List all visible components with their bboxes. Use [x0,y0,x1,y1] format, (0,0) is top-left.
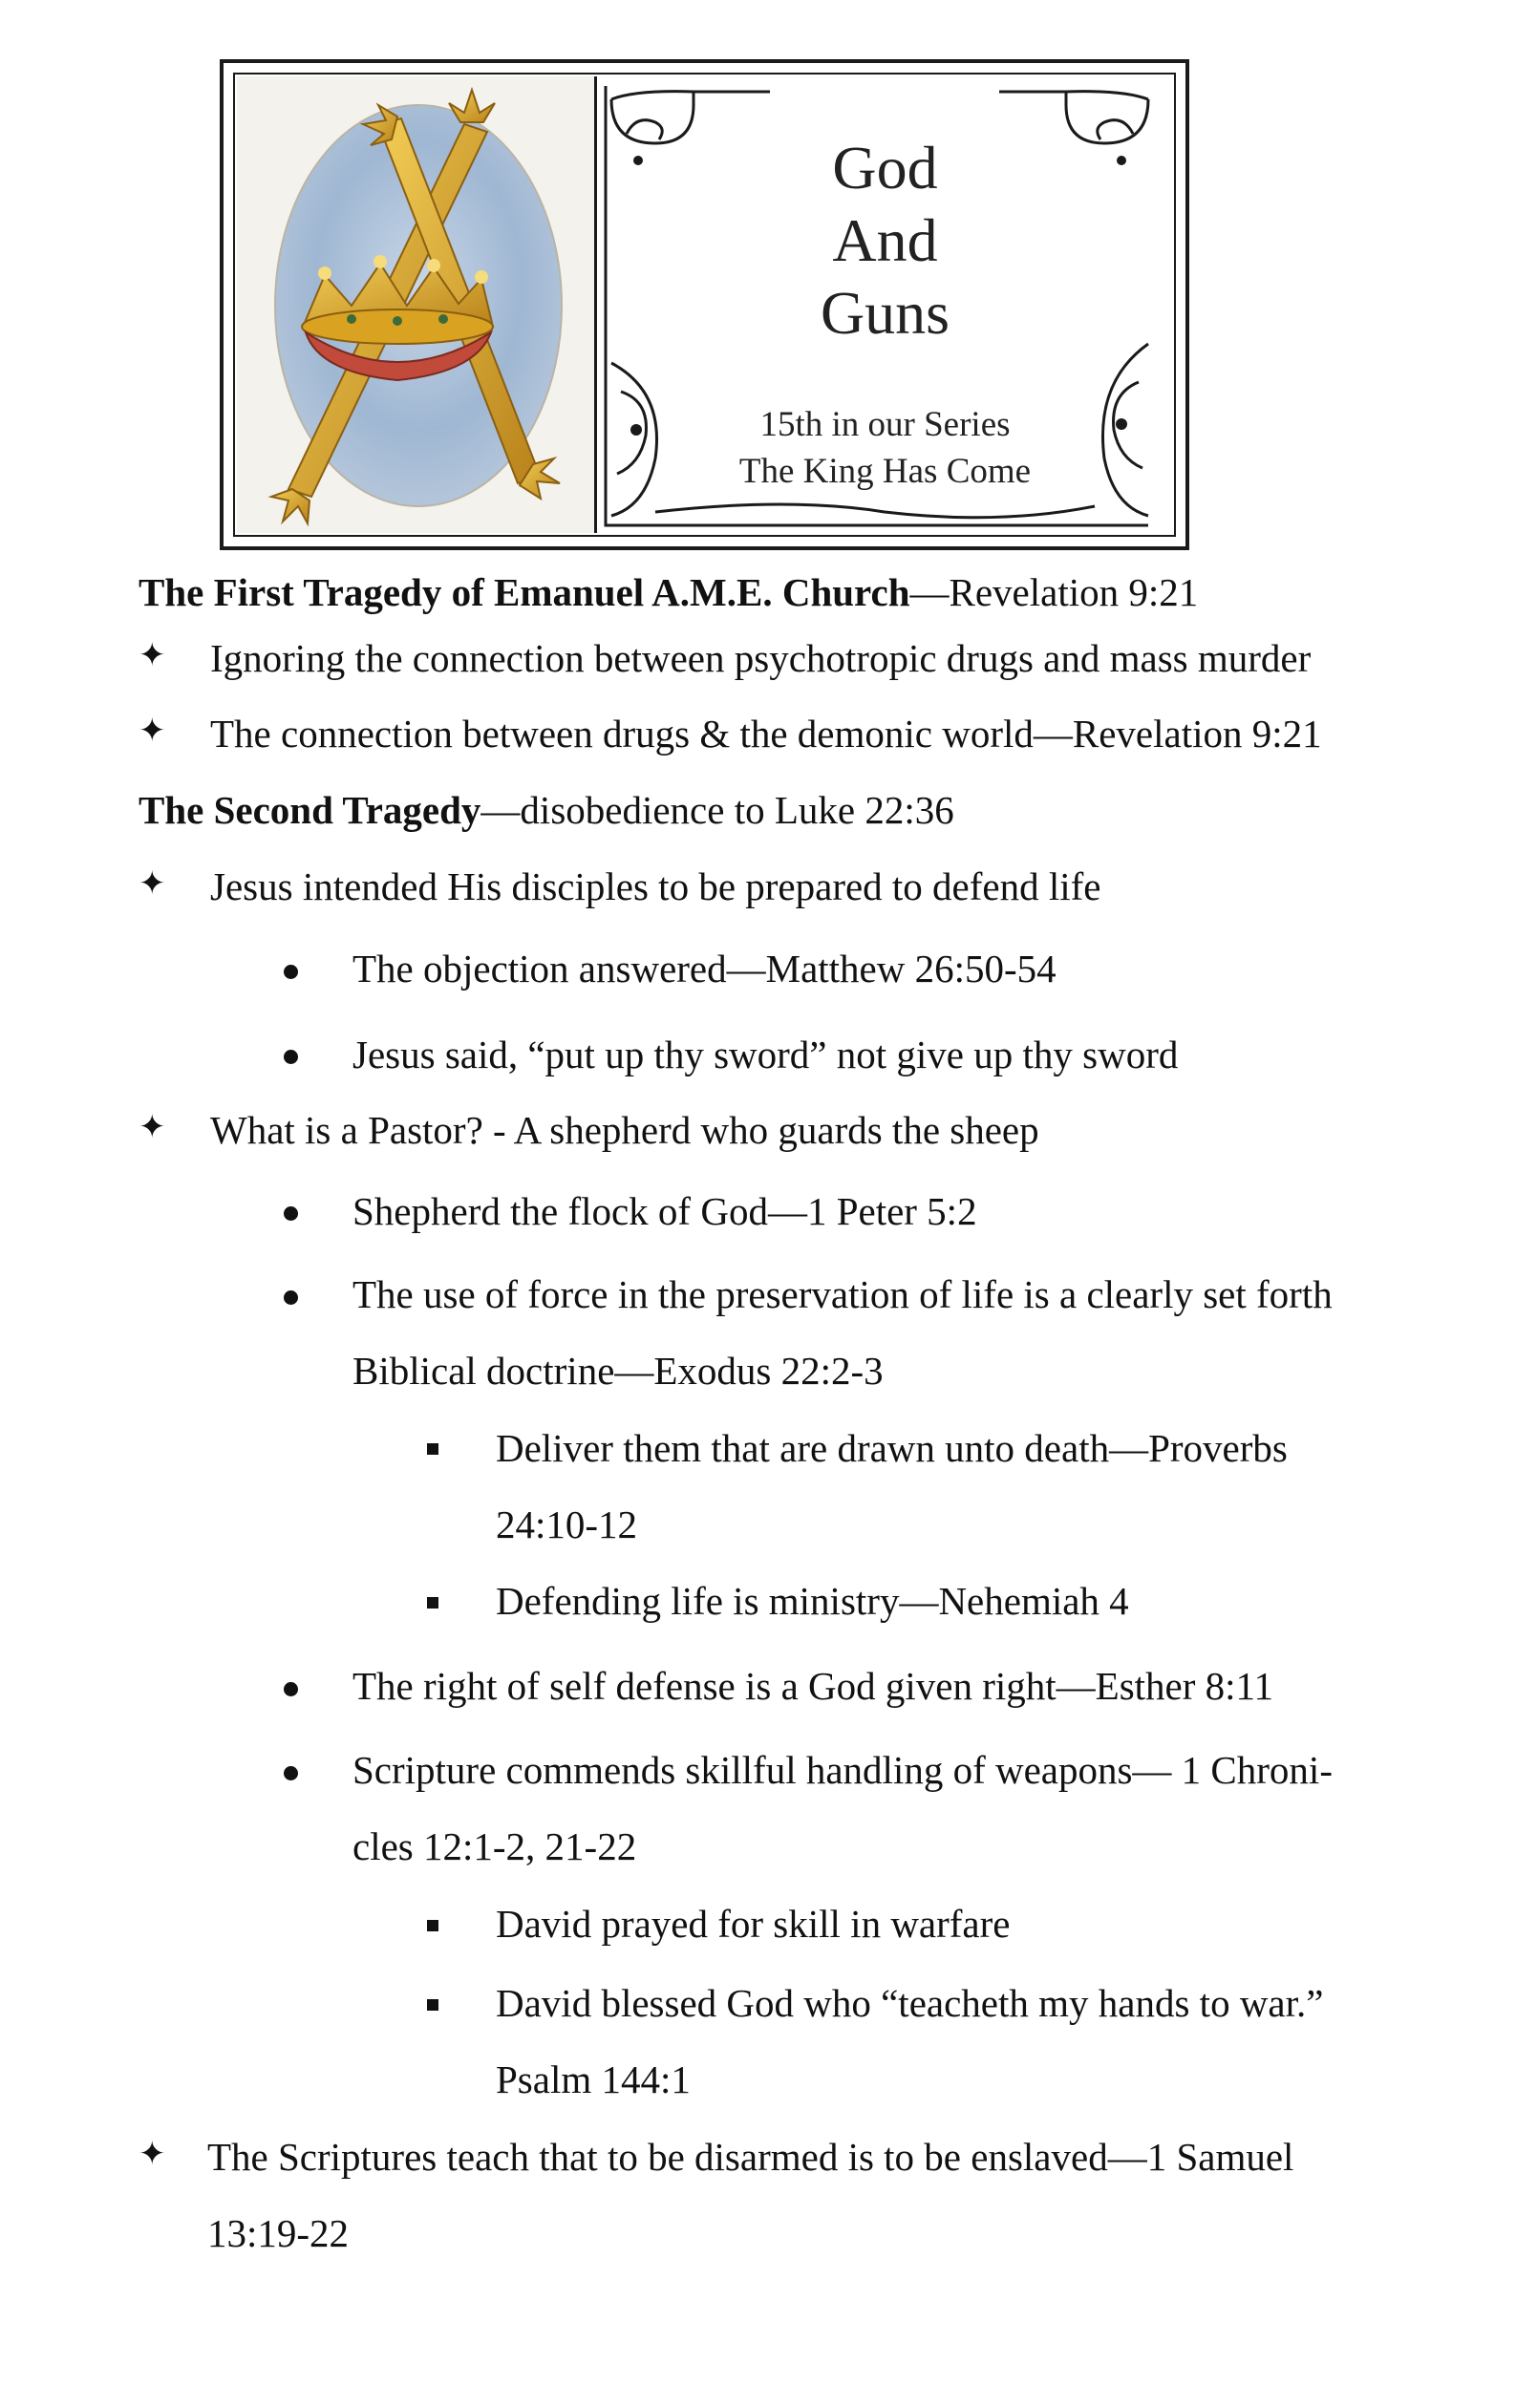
outline-subsubitem-continued: Psalm 144:1 [496,2057,691,2101]
outline-subitem-continued: cles 12:1-2, 21-22 [352,1824,637,1868]
series-subtitle [598,401,1172,495]
circle-bullet-icon [284,1290,298,1305]
star-bullet-icon: ✦ [139,866,166,902]
outline-subsubitem-continued: 24:10-12 [496,1502,638,1546]
outline-subsubitem: David prayed for skill in warfare [496,1902,1011,1946]
heading-bold-text: The First Tragedy of Emanuel A.M.E. Church [139,570,910,614]
square-bullet-icon [427,1443,438,1455]
circle-bullet-icon [284,1206,298,1221]
square-bullet-icon [427,1597,438,1609]
subtitle-line: The King Has Come [738,452,1032,491]
star-bullet-icon: ✦ [139,714,166,749]
outline-subsubitem: David blessed God who “teacheth my hands to war.” [496,1981,1324,2025]
outline-subsubitem: Deliver them that are drawn unto death—Proverbs [496,1426,1288,1470]
title-line: God [832,134,938,202]
subtitle-line: 15th in our Series [759,405,1011,444]
title-line: And [832,206,938,274]
circle-bullet-icon [284,965,298,979]
heading-bold-text: The Second Tragedy [139,788,481,832]
outline-item-continued: 13:19-22 [207,2211,350,2255]
outline-item: Jesus intended His disciples to be prepared to defend life [210,864,1101,908]
star-bullet-icon: ✦ [139,638,166,673]
sermon-title [598,132,1172,350]
outline-subsubitem: Defending life is ministry—Nehemiah 4 [496,1579,1129,1623]
title-panel [598,76,1172,533]
outline-item: What is a Pastor? - A shepherd who guards the sheep [210,1108,1039,1152]
square-bullet-icon [427,1999,438,2011]
star-bullet-icon: ✦ [139,2137,166,2172]
outline-subitem: The objection answered—Matthew 26:50-54 [352,947,1057,991]
title-line: Guns [820,279,950,347]
outline-item: Ignoring the connection between psychotropic drugs and mass murder [210,636,1312,680]
emblem-panel [237,76,597,533]
cross-and-crown-icon [237,76,594,533]
outline-subitem: The use of force in the preservation of life is a clearly set forth [352,1272,1333,1316]
outline-subitem: Scripture commends skillful handling of weapons— 1 Chroni- [352,1748,1333,1792]
outline-subitem: Jesus said, “put up thy sword” not give up thy sword [352,1033,1179,1076]
outline-item: The connection between drugs & the demonic world—Revelation 9:21 [210,712,1322,756]
heading-reference: —Revelation 9:21 [909,570,1199,614]
heading-first-tragedy [139,569,1198,615]
sermon-header-box [220,59,1189,550]
circle-bullet-icon [284,1682,298,1696]
heading-reference: —disobedience to Luke 22:36 [480,788,954,832]
star-bullet-icon: ✦ [139,1110,166,1145]
circle-bullet-icon [284,1050,298,1064]
heading-second-tragedy [139,787,954,833]
outline-subitem-continued: Biblical doctrine—Exodus 22:2-3 [352,1349,884,1393]
outline-item: The Scriptures teach that to be disarmed is to be enslaved—1 Samuel [207,2135,1294,2179]
square-bullet-icon [427,1920,438,1931]
outline-subitem: The right of self defense is a God given right—Esther 8:11 [352,1664,1274,1708]
outline-subitem: Shepherd the flock of God—1 Peter 5:2 [352,1189,977,1233]
circle-bullet-icon [284,1766,298,1780]
